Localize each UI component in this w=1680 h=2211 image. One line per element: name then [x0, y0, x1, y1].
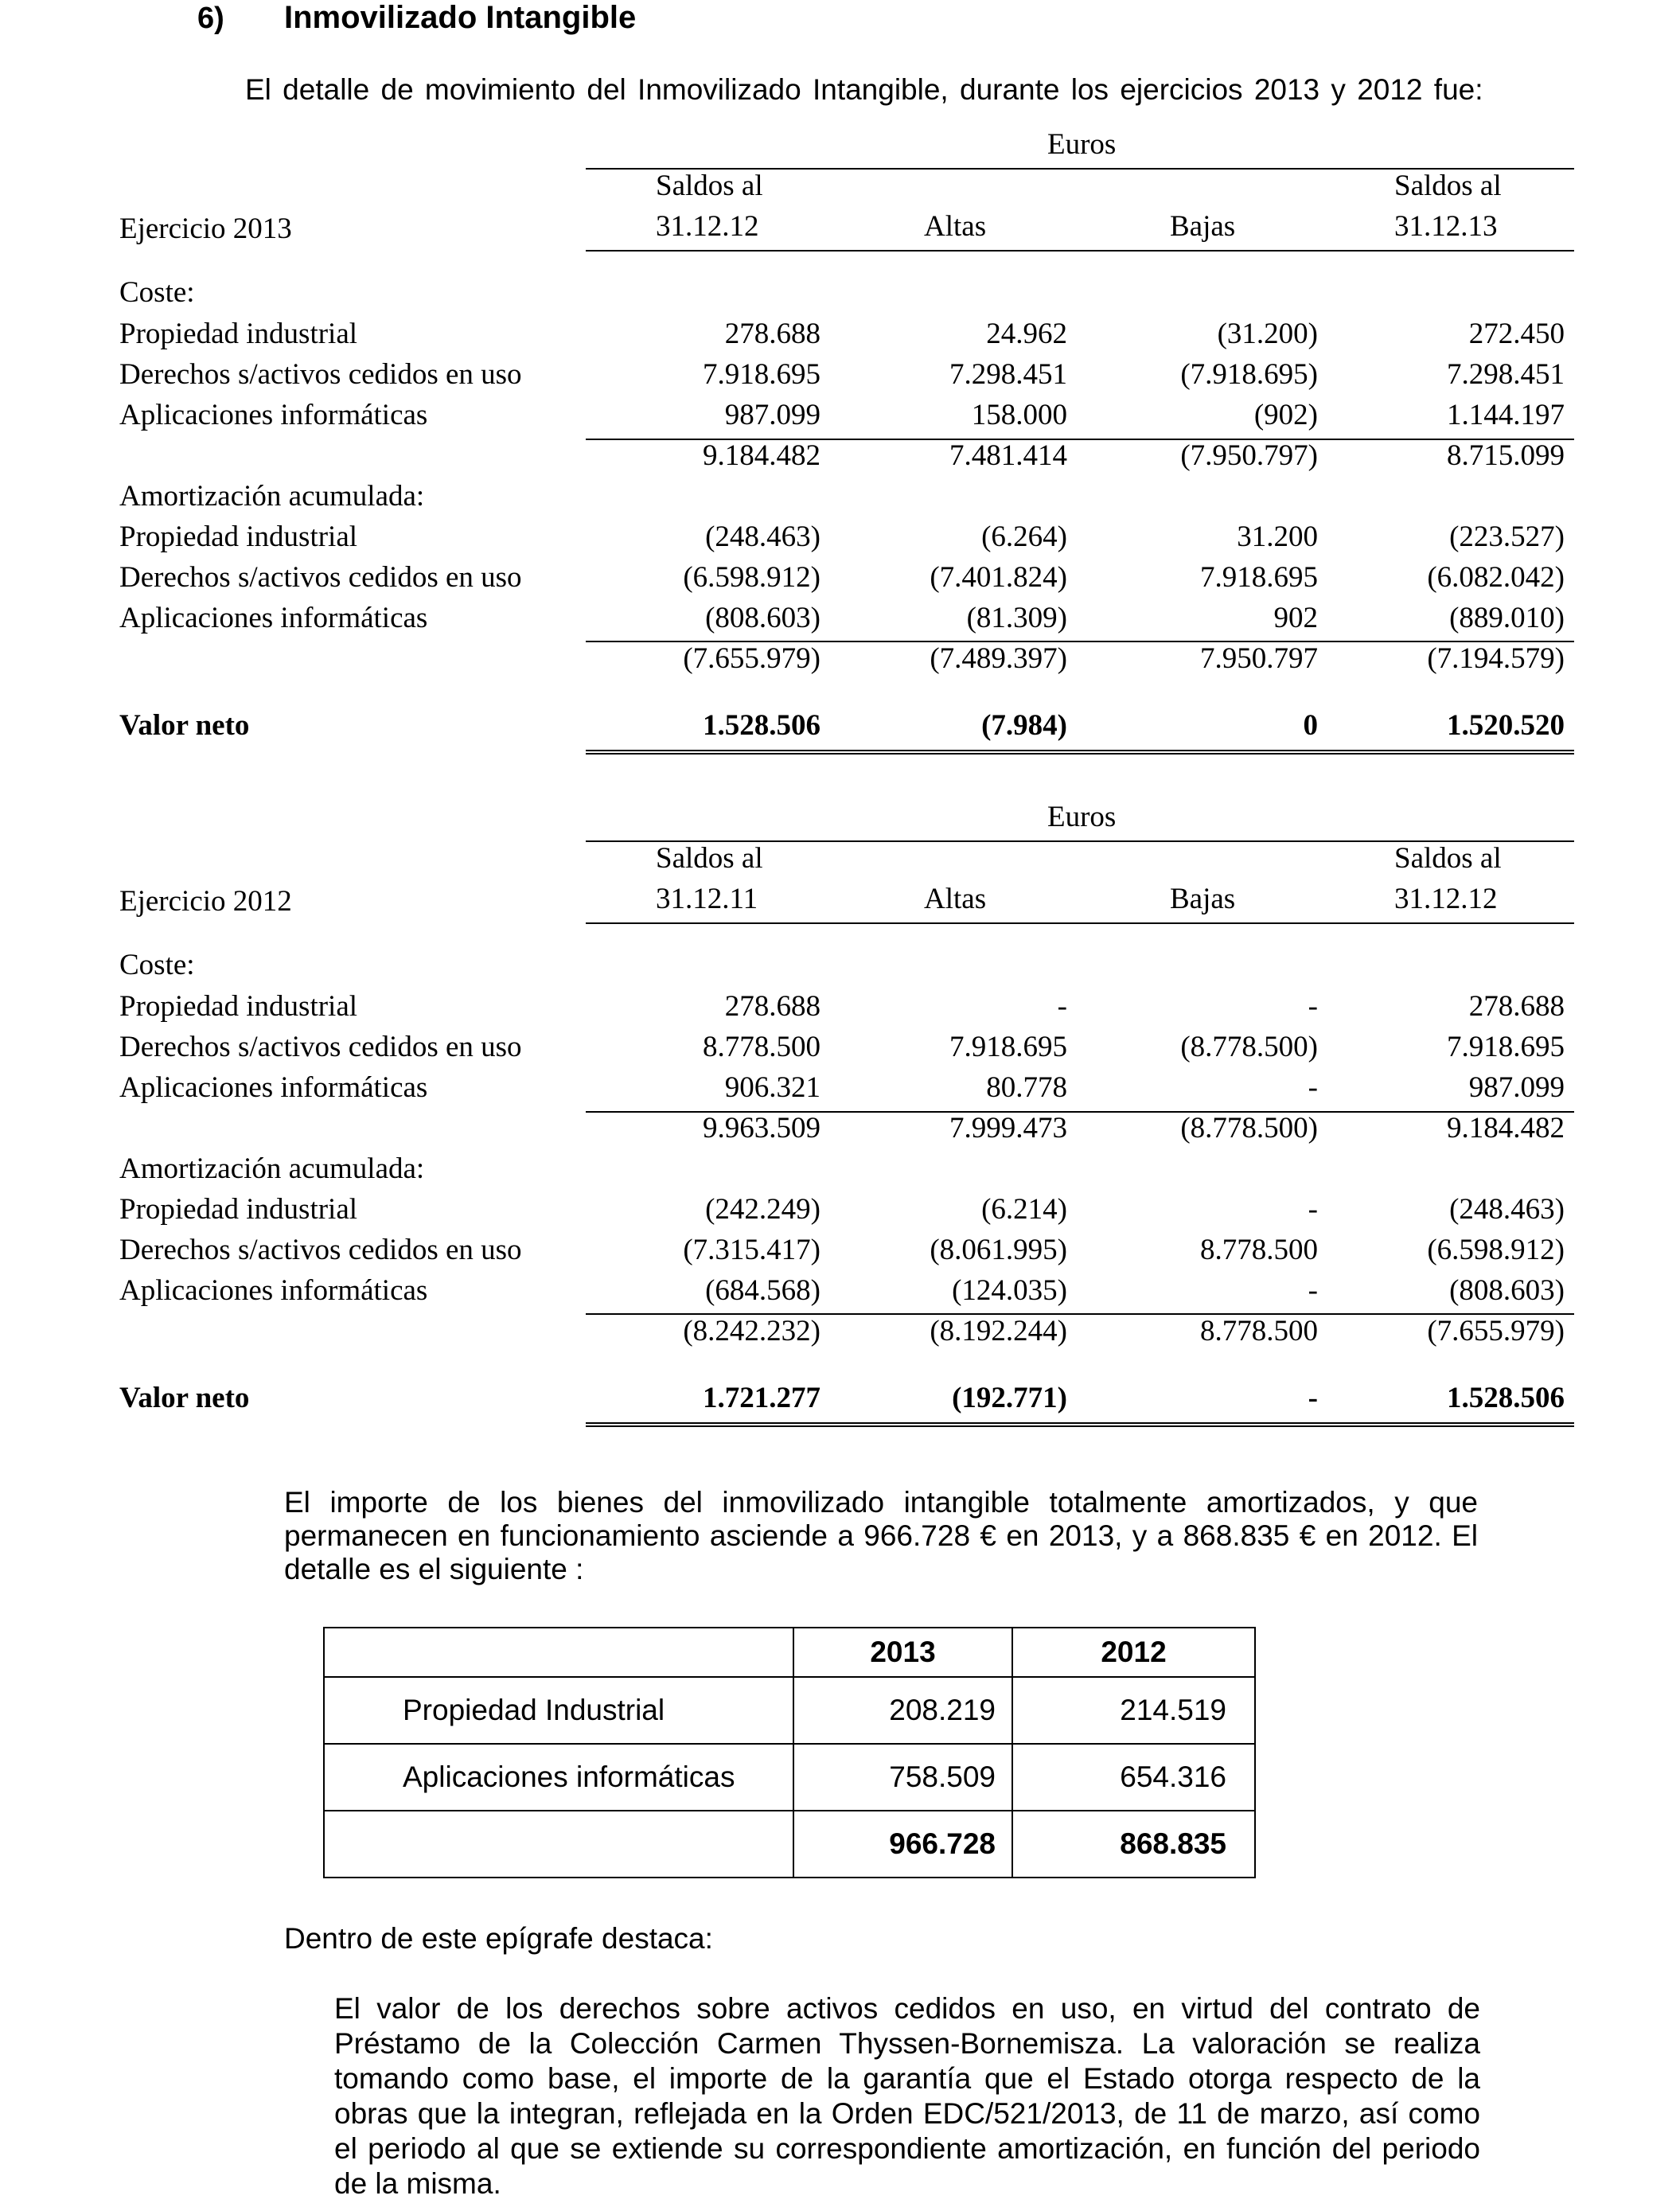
- group-label-coste: Coste:: [119, 276, 195, 309]
- table-header-row: [324, 1628, 1255, 1677]
- section-number: 6): [197, 2, 224, 35]
- col-header-altas: Altas: [924, 210, 987, 243]
- col-header-opening-date: 31.12.11: [656, 883, 758, 915]
- table-row: Derechos s/activos cedidos en uso (7.315.417) (8.061.995) 8.778.500 (6.598.912): [119, 1234, 1565, 1266]
- table-row: Aplicaciones informáticas (684.568) (124.035) - (808.603): [119, 1274, 1565, 1307]
- group-label-amortizacion: Amortización acumulada:: [119, 1152, 425, 1185]
- highlight-text: El valor de los derechos sobre activos cedidos en uso, en virtud del contrato de Préstamo de la Colección Carmen Thyssen-Bornemisza. La valoración se realiza tomando como base, el importe de la garantía que el Estado otorga respecto de la obras que la integran, reflejada en la Orden EDC/521/2013, de 11 de marzo, así como el periodo al que se extiende su correspondiente amortización, en función del periodo de la misma.: [334, 1992, 1480, 2200]
- col-header-closing-date: 31.12.13: [1394, 210, 1498, 243]
- col-header-closing-date: 31.12.12: [1394, 883, 1498, 915]
- group-label-coste: Coste:: [119, 949, 195, 981]
- table-row: Propiedad industrial (242.249) (6.214) - (248.463): [119, 1193, 1565, 1226]
- table-row: Propiedad Industrial 208.219 214.519: [324, 1677, 1255, 1744]
- net-value-row: Valor neto 1.528.506 (7.984) 0 1.520.520: [119, 709, 1565, 742]
- col-header-bajas: Bajas: [1170, 883, 1236, 915]
- col-header-closing: Saldos al: [1394, 842, 1502, 875]
- col-header-2013: 2013: [793, 1628, 1012, 1677]
- total-row: 966.728 868.835: [324, 1811, 1255, 1878]
- col-header-bajas: Bajas: [1170, 210, 1236, 243]
- net-value-row: Valor neto 1.721.277 (192.771) - 1.528.506: [119, 1382, 1565, 1414]
- col-header-opening-date: 31.12.12: [656, 210, 759, 243]
- table-row: Aplicaciones informáticas 758.509 654.316: [324, 1744, 1255, 1811]
- highlight-intro: Dentro de este epígrafe destaca:: [284, 1922, 713, 1955]
- subtotal-row: 9.184.482 7.481.414 (7.950.797) 8.715.099: [703, 439, 1565, 472]
- table-row: Derechos s/activos cedidos en uso 7.918.695 7.298.451 (7.918.695) 7.298.451: [119, 358, 1565, 391]
- col-header-opening: Saldos al: [656, 170, 763, 202]
- currency-label: Euros: [1047, 128, 1117, 161]
- amortized-paragraph: El importe de los bienes del inmovilizado intangible totalmente amortizados, y que permanecen en funcionamiento asciende a 966.728 € en 2013, y a 868.835 € en 2012. El detalle es el siguiente :: [284, 1486, 1478, 1585]
- col-header-opening: Saldos al: [656, 842, 763, 875]
- subtotal-row: (7.655.979) (7.489.397) 7.950.797 (7.194.579): [683, 642, 1565, 675]
- col-header-closing: Saldos al: [1394, 170, 1502, 202]
- table-row: Aplicaciones informáticas (808.603) (81.309) 902 (889.010): [119, 602, 1565, 634]
- table-row: Derechos s/activos cedidos en uso (6.598.912) (7.401.824) 7.918.695 (6.082.042): [119, 561, 1565, 594]
- table-title: Ejercicio 2013: [119, 213, 292, 245]
- intro-text: El detalle de movimiento del Inmovilizado Intangible, durante los ejercicios 2013 y 2012 fue:: [245, 73, 1483, 106]
- currency-label: Euros: [1047, 801, 1117, 833]
- col-header-altas: Altas: [924, 883, 987, 915]
- table-row: Propiedad industrial (248.463) (6.264) 31.200 (223.527): [119, 521, 1565, 553]
- table-row: Propiedad industrial 278.688 24.962 (31.200) 272.450: [119, 318, 1565, 350]
- group-label-amortizacion: Amortización acumulada:: [119, 480, 425, 513]
- subtotal-row: 9.963.509 7.999.473 (8.778.500) 9.184.482: [703, 1112, 1565, 1144]
- table-row: Aplicaciones informáticas 906.321 80.778 - 987.099: [119, 1071, 1565, 1104]
- table-row: Derechos s/activos cedidos en uso 8.778.500 7.918.695 (8.778.500) 7.918.695: [119, 1031, 1565, 1063]
- table-row: Aplicaciones informáticas 987.099 158.000 (902) 1.144.197: [119, 399, 1565, 431]
- table-row: Propiedad industrial 278.688 - - 278.688: [119, 990, 1565, 1023]
- amortized-assets-table: [323, 1627, 1256, 1878]
- section-title: Inmovilizado Intangible: [284, 0, 637, 35]
- table-title: Ejercicio 2012: [119, 885, 292, 918]
- col-header-2012: 2012: [1012, 1628, 1255, 1677]
- subtotal-row: (8.242.232) (8.192.244) 8.778.500 (7.655.979): [683, 1315, 1565, 1347]
